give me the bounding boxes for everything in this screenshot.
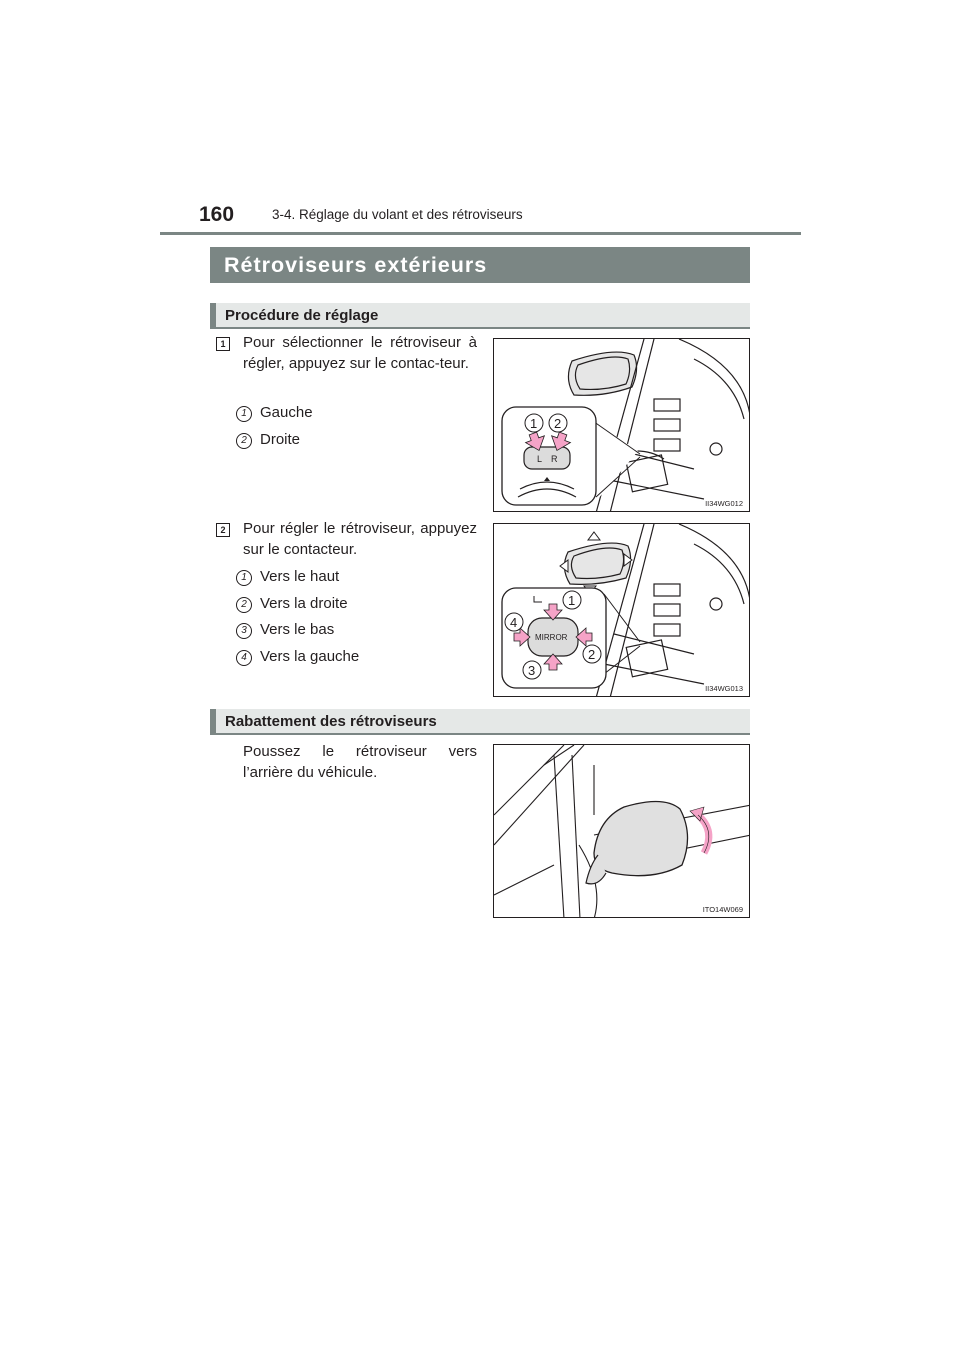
header-rule [160, 232, 801, 235]
step-1-text: Pour sélectionner le rétroviseur à régler, appuyez sur le contac-teur. [243, 334, 477, 372]
callout-number: 1 [568, 593, 576, 608]
mirror-adjust-illustration [494, 524, 750, 697]
mirror-select-illustration [494, 339, 750, 512]
fold-text: Poussez le rétroviseur vers l’arrière du véhicule. [243, 743, 477, 781]
item-number: 1 [236, 406, 252, 422]
item-label-left: Vers la gauche [260, 648, 360, 665]
step-2-text: Pour régler le rétroviseur, appuyez sur le contacteur. [243, 520, 477, 558]
figure-mirror-adjust-switch [493, 523, 750, 697]
arrow-left-icon [560, 560, 568, 572]
switch-letter-r: R [551, 454, 558, 464]
figure-code: II34WG012 [705, 499, 743, 508]
figure-code: II34WG013 [705, 684, 743, 693]
callout-number: 4 [510, 615, 518, 630]
callout-number: 3 [528, 663, 536, 678]
item-number: 1 [236, 570, 252, 586]
switch-label: MIRROR [535, 633, 568, 642]
callout-number: 1 [530, 416, 538, 431]
subsection-heading-fold: Rabattement des rétroviseurs [210, 709, 750, 735]
figure-mirror-select-switch [493, 338, 750, 512]
item-number: 3 [236, 623, 252, 639]
figure-code: ITO14W069 [702, 905, 743, 914]
arrow-up-icon [588, 532, 600, 540]
item-label-right: Vers la droite [260, 595, 348, 612]
subsection-heading-adjust: Procédure de réglage [210, 303, 750, 329]
page-number: 160 [199, 203, 235, 226]
step-number-2: 2 [216, 523, 230, 537]
step-number-1: 1 [216, 337, 230, 351]
callout-number: 2 [588, 647, 596, 662]
item-label-up: Vers le haut [260, 568, 340, 585]
item-number: 2 [236, 433, 252, 449]
item-label-left: Gauche [260, 404, 313, 421]
item-number: 2 [236, 597, 252, 613]
item-label-down: Vers le bas [260, 621, 335, 638]
section-title: Rétroviseurs extérieurs [210, 247, 750, 283]
mirror-fold-illustration [494, 745, 750, 918]
running-head: 3-4. Réglage du volant et des rétroviseurs [272, 207, 523, 222]
switch-letter-l: L [537, 454, 543, 464]
item-number: 4 [236, 650, 252, 666]
callout-number: 2 [554, 416, 562, 431]
figure-mirror-fold [493, 744, 750, 918]
item-label-right: Droite [260, 431, 301, 448]
